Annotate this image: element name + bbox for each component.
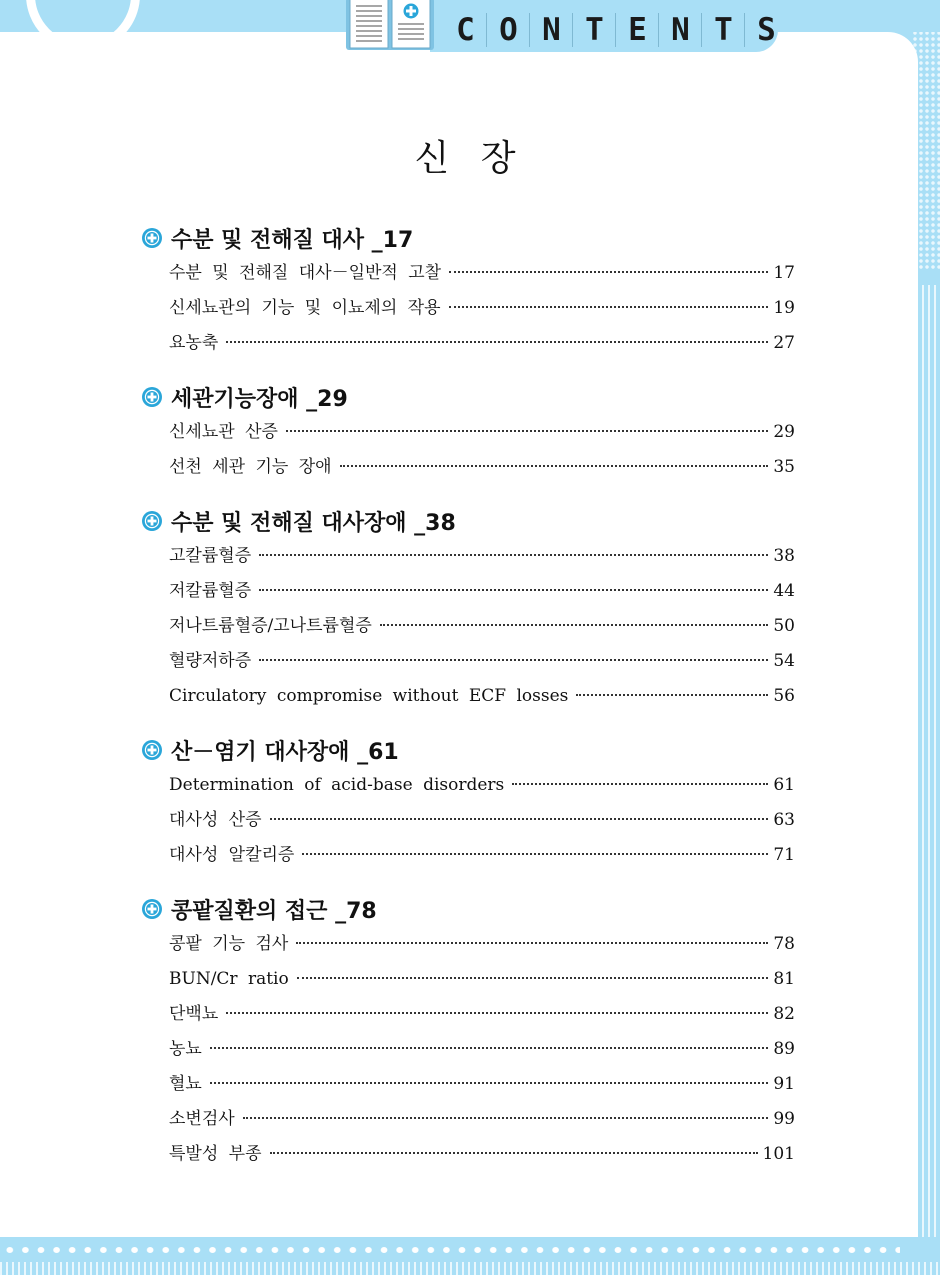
- entry-title: Determination of acid-base disorders: [169, 775, 505, 795]
- entry-page: 81: [773, 969, 795, 989]
- toc-entry[interactable]: [169, 256, 795, 291]
- right-frame-stripes: [916, 285, 940, 1275]
- entry-page: 17: [773, 263, 795, 283]
- section-heading-text: 콩팥질환의 접근 _78: [171, 898, 377, 924]
- contents-letter: E: [624, 13, 659, 47]
- toc-entry[interactable]: [169, 679, 795, 714]
- entry-page: 89: [773, 1039, 795, 1059]
- dot-leader: [449, 306, 769, 308]
- toc-entry[interactable]: [169, 574, 795, 609]
- toc-section: [141, 891, 795, 1172]
- toc-entry[interactable]: [169, 838, 795, 873]
- section-heading[interactable]: [141, 732, 795, 768]
- toc-entry[interactable]: [169, 997, 795, 1032]
- entry-title: BUN/Cr ratio: [169, 969, 289, 989]
- dot-leader: [296, 942, 768, 944]
- entry-title: 저칼륨혈증: [169, 581, 252, 601]
- contents-heading: [452, 10, 795, 50]
- section-heading[interactable]: [141, 891, 795, 927]
- contents-letter: S: [757, 12, 776, 48]
- entry-title: 고칼륨혈증: [169, 546, 252, 566]
- entry-title: 혈뇨: [169, 1074, 202, 1094]
- entry-page: 91: [773, 1074, 795, 1094]
- entry-title: 저나트륨혈증/고나트륨혈증: [169, 616, 372, 636]
- toc-entry[interactable]: [169, 1032, 795, 1067]
- toc-section: [141, 503, 795, 714]
- entry-page: 50: [773, 616, 795, 636]
- contents-letter: T: [710, 13, 745, 47]
- dot-leader: [449, 271, 768, 273]
- entry-title: 특발성 부종: [169, 1144, 262, 1164]
- toc-entry[interactable]: [169, 1137, 795, 1172]
- dot-leader: [259, 589, 768, 591]
- entry-title: 선천 세관 기능 장애: [169, 457, 332, 477]
- dot-leader: [576, 694, 768, 696]
- table-of-contents: [141, 220, 795, 1190]
- toc-section: [141, 379, 795, 485]
- toc-section: [141, 732, 795, 873]
- entry-page: 38: [773, 546, 795, 566]
- plus-circle-icon: [141, 227, 163, 249]
- toc-entry[interactable]: [169, 803, 795, 838]
- section-heading-text: 산－염기 대사장애 _61: [171, 739, 399, 765]
- entry-page: 82: [773, 1004, 795, 1024]
- entry-page: 101: [762, 1144, 795, 1164]
- entry-page: 54: [773, 651, 795, 671]
- dot-leader: [226, 1012, 768, 1014]
- entry-title: 소변검사: [169, 1109, 235, 1129]
- dot-leader: [210, 1047, 769, 1049]
- entry-page: 44: [773, 581, 795, 601]
- contents-letter: T: [581, 13, 616, 47]
- entry-title: 농뇨: [169, 1039, 202, 1059]
- dot-leader: [286, 430, 768, 432]
- section-heading[interactable]: [141, 503, 795, 539]
- dot-leader: [259, 659, 768, 661]
- plus-circle-icon: [141, 739, 163, 761]
- toc-entry[interactable]: [169, 927, 795, 962]
- contents-letter: C: [452, 13, 487, 47]
- toc-entry[interactable]: [169, 450, 795, 485]
- entry-title: Circulatory compromise without ECF losses: [169, 686, 569, 706]
- entry-title: 대사성 알칼리증: [169, 845, 295, 865]
- bottom-dot-row: [0, 1243, 900, 1257]
- plus-circle-icon: [141, 898, 163, 920]
- dot-leader: [297, 977, 769, 979]
- toc-entry[interactable]: [169, 609, 795, 644]
- dot-leader: [210, 1082, 769, 1084]
- contents-letter: O: [495, 13, 530, 47]
- toc-entry[interactable]: [169, 962, 795, 997]
- dot-leader: [270, 818, 769, 820]
- entry-page: 35: [773, 457, 795, 477]
- entry-title: 혈량저하증: [169, 651, 252, 671]
- entry-title: 요농축: [169, 333, 219, 353]
- entry-page: 61: [773, 775, 795, 795]
- section-heading-text: 수분 및 전해질 대사 _17: [171, 227, 414, 253]
- entry-page: 63: [773, 810, 795, 830]
- dot-leader: [226, 341, 768, 343]
- chapter-title: 신 장: [414, 138, 526, 179]
- toc-entry[interactable]: [169, 415, 795, 450]
- entry-title: 단백뇨: [169, 1004, 219, 1024]
- entry-page: 29: [773, 422, 795, 442]
- contents-letter: N: [667, 13, 702, 47]
- section-heading-text: 수분 및 전해질 대사장애 _38: [171, 510, 456, 536]
- toc-entry[interactable]: [169, 644, 795, 679]
- toc-entry[interactable]: [169, 539, 795, 574]
- entry-page: 27: [773, 333, 795, 353]
- dot-leader: [380, 624, 769, 626]
- section-heading[interactable]: [141, 379, 795, 415]
- dot-leader: [259, 554, 768, 556]
- entry-title: 대사성 산증: [169, 810, 262, 830]
- bottom-stripes: [0, 1262, 940, 1275]
- entry-title: 콩팥 기능 검사: [169, 934, 289, 954]
- dot-leader: [302, 853, 768, 855]
- entry-page: 19: [773, 298, 795, 318]
- toc-section: [141, 220, 795, 361]
- entry-page: 99: [773, 1109, 795, 1129]
- plus-circle-icon: [141, 386, 163, 408]
- toc-entry[interactable]: [169, 768, 795, 803]
- plus-circle-icon: [141, 510, 163, 532]
- toc-entry[interactable]: [169, 1102, 795, 1137]
- dot-leader: [512, 783, 768, 785]
- entry-page: 56: [773, 686, 795, 706]
- dot-leader: [340, 465, 769, 467]
- section-heading-text: 세관기능장애 _29: [171, 386, 348, 412]
- toc-entry[interactable]: [169, 291, 795, 326]
- book-icon: [344, 0, 436, 52]
- entry-title: 신세뇨관의 기능 및 이뇨제의 작용: [169, 298, 441, 318]
- section-heading[interactable]: [141, 220, 795, 256]
- contents-letter: N: [538, 13, 573, 47]
- entry-page: 71: [773, 845, 795, 865]
- dot-leader: [270, 1152, 758, 1154]
- dot-leader: [243, 1117, 769, 1119]
- toc-entry[interactable]: [169, 326, 795, 361]
- entry-title: 수분 및 전해질 대사－일반적 고찰: [169, 263, 442, 283]
- entry-title: 신세뇨관 산증: [169, 422, 278, 442]
- entry-page: 78: [773, 934, 795, 954]
- toc-entry[interactable]: [169, 1067, 795, 1102]
